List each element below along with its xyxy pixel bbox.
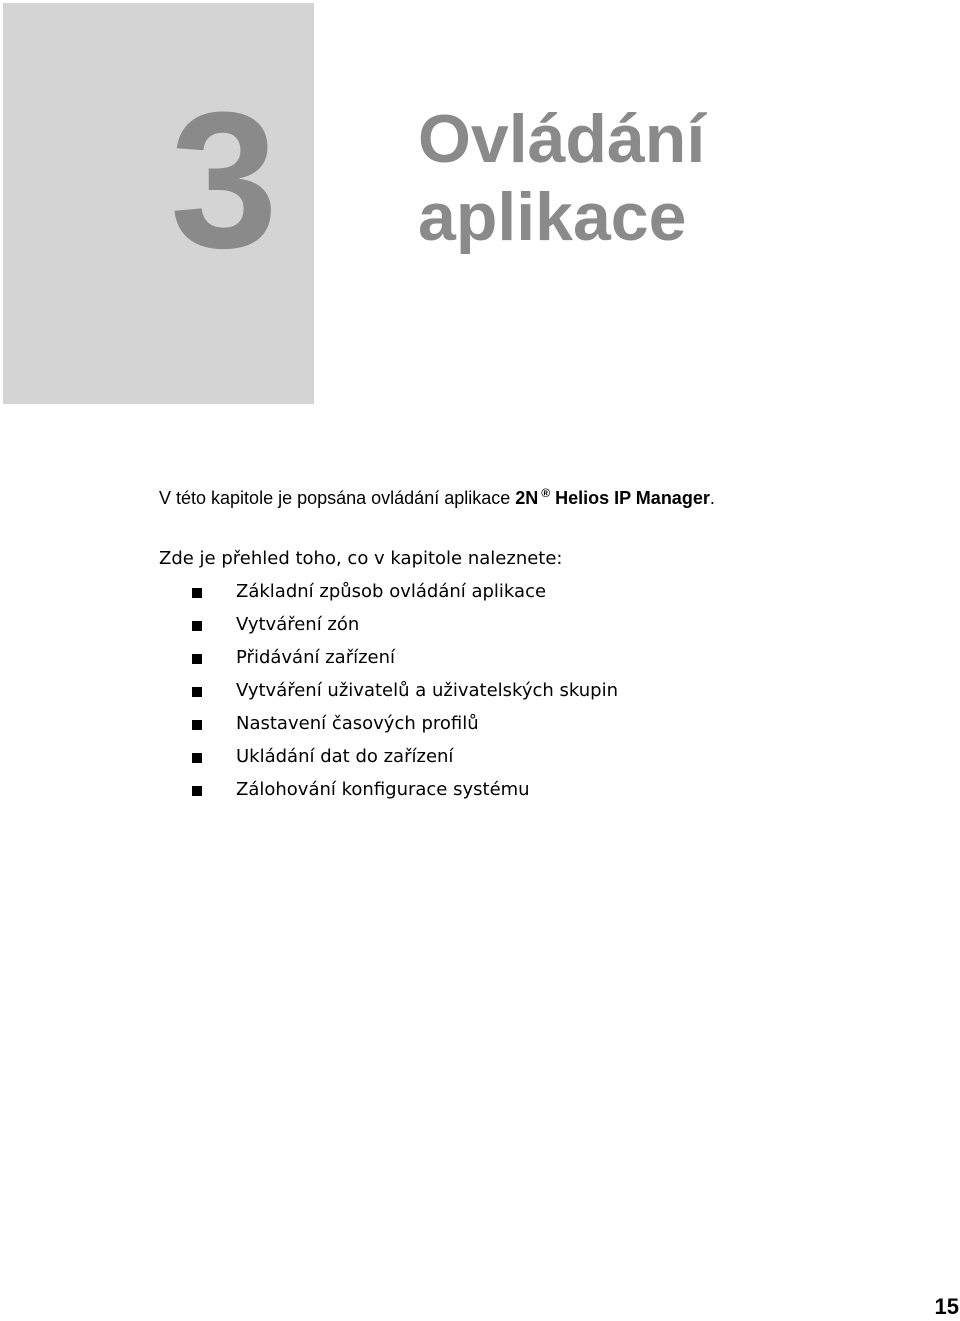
square-bullet-icon [192,588,202,598]
registered-mark: ® [541,486,551,500]
topic-text: Nastavení časových profilů [236,713,479,734]
square-bullet-icon [192,687,202,697]
chapter-number: 3 [170,72,274,289]
intro-text: V této kapitole je popsána ovládání aplikace [159,488,516,508]
topic-text: Vytváření uživatelů a uživatelských skupin [236,680,618,701]
topic-text: Zálohování konfigurace systému [236,779,530,800]
topic-text: Přidávání zařízení [236,647,396,668]
topic-text: Základní způsob ovládání aplikace [236,581,547,602]
square-bullet-icon [192,621,202,631]
square-bullet-icon [192,786,202,796]
chapter-intro [159,481,715,510]
product-name: Helios IP Manager [555,488,710,508]
overview-text: Zde je přehled toho, co v kapitole naleznete: [159,548,563,569]
chapter-title-line-2: aplikace [418,179,687,255]
square-bullet-icon [192,654,202,664]
topic-text: Vytváření zón [236,614,360,635]
square-bullet-icon [192,720,202,730]
page-number: 15 [934,1294,959,1319]
square-bullet-icon [192,753,202,763]
intro-period: . [709,488,715,508]
chapter-title-line-1: Ovládání [418,101,706,177]
brand-name: 2N [515,488,539,508]
topic-text: Ukládání dat do zařízení [236,746,454,767]
chapter-title [418,100,705,256]
